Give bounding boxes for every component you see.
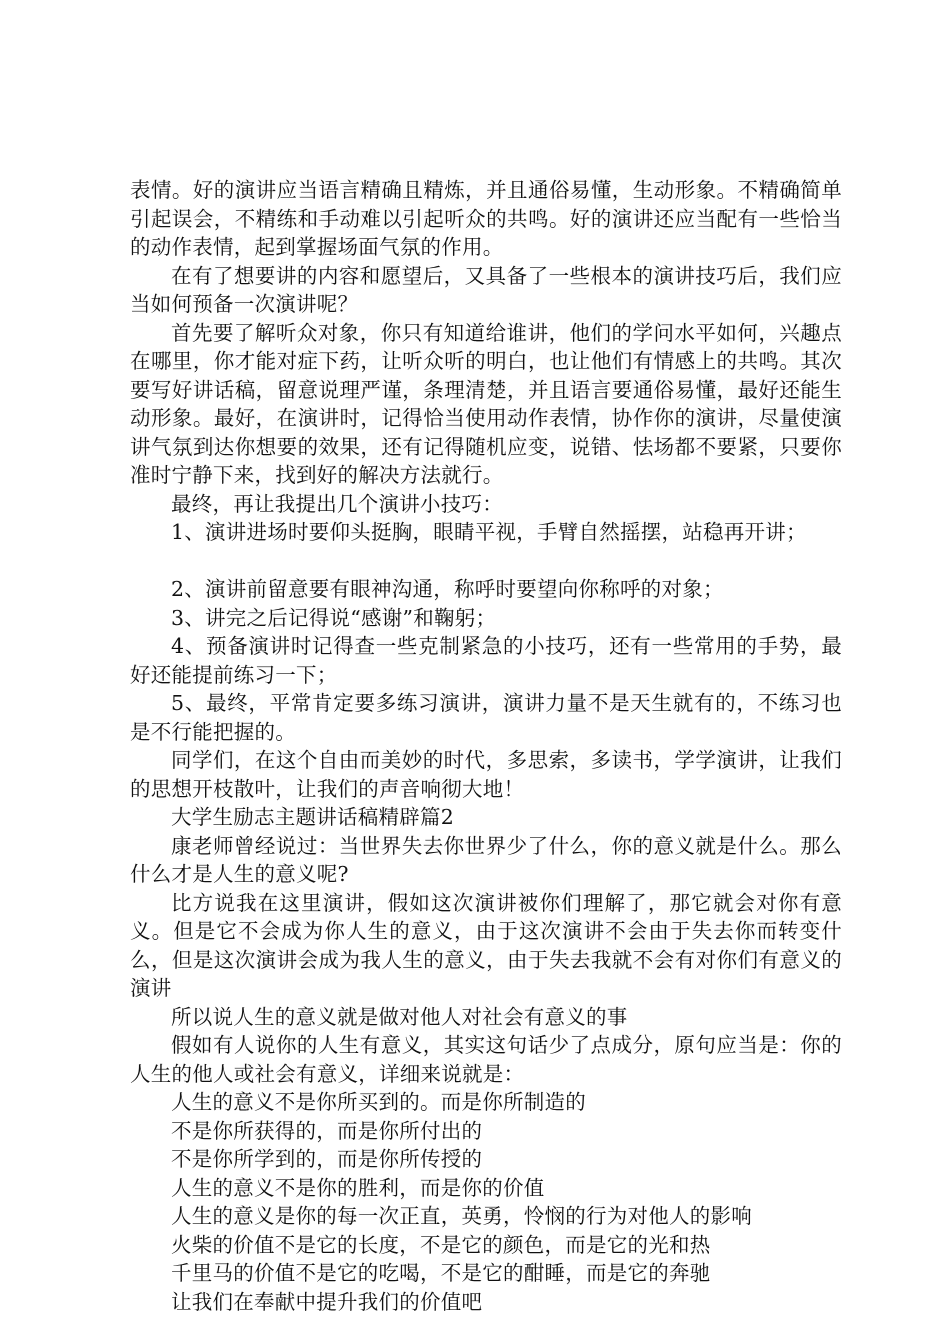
paragraph: 人生的意义不是你所买到的。而是你所制造的: [171, 1090, 586, 1114]
paragraph: 让我们在奉献中提升我们的价值吧: [171, 1289, 483, 1314]
paragraph: 人生的意义不是你的胜利，而是你的价值: [171, 1175, 545, 1200]
paragraph: 所以说人生的意义就是做对他人对社会有意义的事: [171, 1004, 628, 1029]
document-body: [130, 176, 842, 1316]
paragraph: 千里马的价值不是它的吃喝，不是它的酣睡，而是它的奔驰: [171, 1261, 711, 1285]
paragraph: 最终，再让我提出几个演讲小技巧：: [171, 491, 503, 516]
paragraph: 5、最终，平常肯定要多练习演讲，演讲力量不是天生就有的，不练习也是不行能把握的。: [130, 691, 842, 744]
paragraph: 人生的意义是你的每一次正直，英勇，怜悯的行为对他人的影响: [171, 1204, 752, 1228]
paragraph: 假如有人说你的人生有意义，其实这句话少了点成分，原句应当是：你的人生的他人或社会有意义，详细来说就是：: [130, 1033, 842, 1086]
paragraph: 火柴的价值不是它的长度，不是它的颜色，而是它的光和热: [171, 1232, 711, 1257]
paragraph: 康老师曾经说过：当世界失去你世界少了什么，你的意义就是什么。那么什么才是人生的意义呢?: [130, 833, 842, 886]
paragraph: 不是你所获得的，而是你所付出的: [171, 1118, 483, 1143]
paragraph: 大学生励志主题讲话稿精辟篇2: [171, 805, 455, 829]
paragraph: 同学们，在这个自由而美妙的时代，多思索，多读书，学学演讲，让我们的思想开枝散叶，让我们的声音响彻大地！: [130, 748, 842, 801]
paragraph: 不是你所学到的，而是你所传授的: [171, 1147, 483, 1171]
paragraph: 表情。好的演讲应当语言精确且精炼，并且通俗易懂，生动形象。不精确简单引起误会，不精练和手动难以引起听众的共鸣。好的演讲还应当配有一些恰当的动作表情，起到掌握场面气氛的作用。: [130, 178, 842, 259]
paragraph: 首先要了解听众对象，你只有知道给谁讲，他们的学问水平如何，兴趣点在哪里，你才能对症下药，让听众听的明白，也让他们有情感上的共鸣。其次要写好讲话稿，留意说理严谨，条理清楚，并且语言要通俗易懂，最好还能生动形象。最好，在演讲时，记得恰当使用动作表情，协作你的演讲，尽量使演讲气氛到达你想要的效果，还有记得随机应变，说错、怯场都不要紧，只要你准时宁静下来，找到好的解决方法就行。: [130, 320, 842, 487]
paragraph: 4、预备演讲时记得查一些克制紧急的小技巧，还有一些常用的手势，最好还能提前练习一下；: [130, 634, 842, 687]
paragraph: 比方说我在这里演讲，假如这次演讲被你们理解了，那它就会对你有意义。但是它不会成为你人生的意义，由于这次演讲不会由于失去你而转变什么，但是这次演讲会成为我人生的意义，由于失去我就不会有对你们有意义的演讲: [130, 890, 842, 1000]
paragraph: 1、演讲进场时要仰头挺胸，眼睛平视，手臂自然摇摆，站稳再开讲；: [171, 520, 807, 544]
paragraph: 2、演讲前留意要有眼神沟通，称呼时要望向你称呼的对象；: [171, 577, 724, 601]
paragraph: 在有了想要讲的内容和愿望后，又具备了一些根本的演讲技巧后，我们应当如何预备一次演讲呢？: [130, 263, 842, 316]
paragraph: 3、讲完之后记得说“感谢”和鞠躬；: [171, 605, 497, 630]
